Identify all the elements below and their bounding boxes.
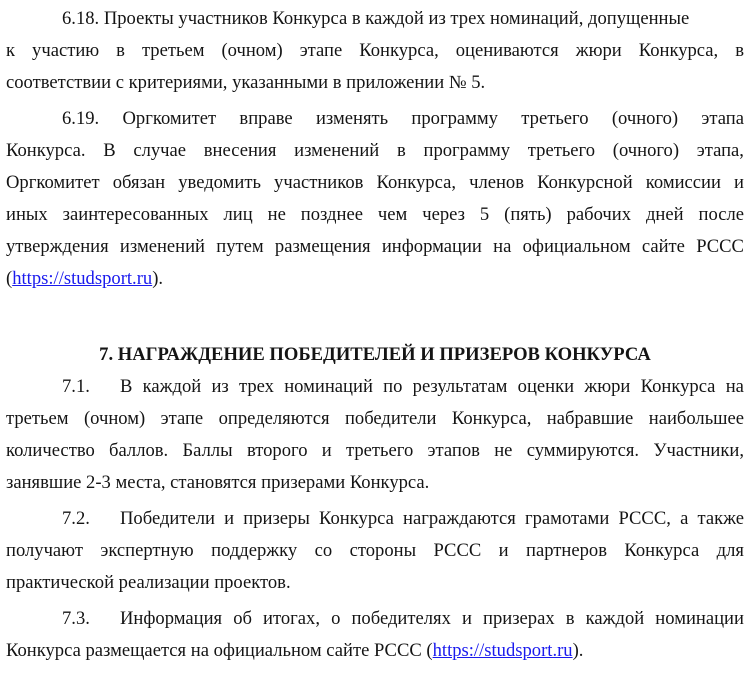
word: 5	[479, 204, 490, 225]
word: в	[565, 608, 575, 629]
word: не	[267, 204, 286, 225]
word: каждой	[142, 376, 202, 397]
word: баллов.	[109, 440, 169, 461]
word: также	[697, 508, 744, 529]
word: программу	[411, 108, 498, 129]
paragraph-6-19-line-2	[6, 135, 744, 167]
word: в	[735, 40, 744, 61]
word: иных	[6, 204, 48, 225]
word: оцениваются	[455, 40, 559, 61]
word: участников	[274, 172, 364, 193]
word: партнеров	[526, 540, 607, 561]
word: 6.19.	[62, 108, 100, 129]
word: к	[6, 40, 16, 61]
word: и	[498, 540, 509, 561]
word: РССС,	[618, 508, 671, 529]
word: путем	[216, 236, 264, 257]
word: и	[461, 608, 472, 629]
word: этапа,	[696, 140, 744, 161]
word: экспертную	[100, 540, 194, 561]
paragraph-6-19-line-5	[6, 231, 744, 263]
word: Оргкомитет	[122, 108, 217, 129]
word: дней	[645, 204, 684, 225]
word: этапа	[701, 108, 744, 129]
word: (очного)	[612, 140, 680, 161]
word: Участники,	[653, 440, 744, 461]
word: официальном	[522, 236, 631, 257]
word: в	[396, 140, 406, 161]
word: (очном)	[83, 408, 146, 429]
word: РССС	[433, 540, 482, 561]
word: (пять)	[504, 204, 552, 225]
word: жюри	[575, 40, 622, 61]
word: на	[493, 236, 512, 257]
word: через	[422, 204, 465, 225]
word: а	[680, 508, 689, 529]
word: победителях	[351, 608, 451, 629]
word: об	[233, 608, 252, 629]
word: в	[116, 40, 125, 61]
word: набравшие	[546, 408, 634, 429]
word: наибольшее	[648, 408, 744, 429]
word: о	[331, 608, 341, 629]
word: Конкурса	[640, 376, 716, 397]
word: трех	[239, 376, 274, 397]
word: третьем	[141, 40, 205, 61]
paragraph-7-1-line-1	[6, 371, 744, 403]
paragraph-6-18-line-1: 6.18. Проекты участников Конкурса в каждой из трех номинаций, допущенные	[62, 8, 690, 29]
word: позднее	[300, 204, 363, 225]
section-7-heading: 7. НАГРАЖДЕНИЕ ПОБЕДИТЕЛЕЙ И ПРИЗЕРОВ КОНКУРСА	[99, 344, 651, 365]
paragraph-7-3-text: Конкурса размещается на официальном сайте РССС (	[6, 640, 433, 661]
word: лиц	[223, 204, 253, 225]
word: вправе	[239, 108, 293, 129]
word: результатам	[412, 376, 508, 397]
link-suffix-2: ).	[572, 640, 584, 661]
paragraph-7-2-line-3: практической реализации проектов.	[6, 572, 291, 593]
word: членов	[469, 172, 525, 193]
word: В	[120, 376, 133, 397]
word: рабочих	[566, 204, 631, 225]
word: призерах	[483, 608, 555, 629]
word: оценки	[517, 376, 575, 397]
paragraph-7-3-line-2	[6, 635, 744, 667]
paragraph-7-2-first-text	[120, 503, 744, 535]
word: каждой	[585, 608, 645, 629]
word: В	[103, 140, 116, 161]
word: (очном)	[221, 40, 283, 61]
word: Информация	[120, 608, 223, 629]
word: информации	[381, 236, 482, 257]
word: участию	[32, 40, 100, 61]
paragraph-6-19-line-3	[6, 167, 744, 199]
word: изменений	[294, 140, 380, 161]
paragraph-6-18-line-3: соответствии с критериями, указанными в приложении № 5.	[6, 72, 486, 93]
studsport-link[interactable]: https://studsport.ru	[12, 268, 153, 289]
paragraph-7-2-number: 7.2.	[62, 508, 90, 529]
word: этапов	[427, 440, 480, 461]
word: РССС	[696, 236, 744, 257]
paragraph-7-1-line-3	[6, 435, 744, 467]
paragraph-7-1-line-4: занявшие 2-3 места, становятся призерами Конкурса.	[6, 472, 430, 493]
paragraph-6-19-line-6	[6, 263, 744, 295]
word: на	[725, 376, 744, 397]
word: третьего	[527, 140, 596, 161]
word: награждаются	[403, 508, 516, 529]
paragraph-6-18-line-2	[6, 35, 744, 67]
word: по	[383, 376, 403, 397]
paragraph-7-1-number: 7.1.	[62, 376, 90, 397]
word: и	[224, 508, 235, 529]
word: комиссии	[645, 172, 721, 193]
word: третьего	[521, 108, 589, 129]
word: этапе	[299, 40, 343, 61]
word: жюри	[584, 376, 631, 397]
word: и	[734, 172, 744, 193]
word: номинаций	[284, 376, 373, 397]
link-prefix: (	[6, 268, 13, 289]
word: определяются	[218, 408, 330, 429]
paragraph-7-1-first-text	[120, 371, 744, 403]
word: из	[211, 376, 229, 397]
word: уведомить	[178, 172, 261, 193]
word: Конкурса,	[638, 40, 719, 61]
word: для	[716, 540, 744, 561]
word: внесения	[203, 140, 277, 161]
word: второго	[246, 440, 308, 461]
studsport-link-2[interactable]: https://studsport.ru	[432, 640, 573, 661]
word: третьем	[6, 408, 69, 429]
word: итогах,	[263, 608, 320, 629]
word: номинации	[655, 608, 744, 629]
word: Конкурса.	[6, 140, 86, 161]
word: (очного)	[611, 108, 679, 129]
word: грамотами	[524, 508, 610, 529]
word: Конкурса	[319, 508, 394, 529]
word: Конкурса,	[376, 172, 456, 193]
word: поддержку	[211, 540, 298, 561]
word: со	[314, 540, 333, 561]
word: призеры	[243, 508, 310, 529]
word: не	[494, 440, 513, 461]
word: победители	[344, 408, 437, 429]
word: изменений	[119, 236, 206, 257]
word: заинтересованных	[62, 204, 209, 225]
word: утверждения	[6, 236, 109, 257]
word: размещения	[274, 236, 371, 257]
word: Победители	[120, 508, 215, 529]
paragraph-7-3-line-1	[6, 603, 744, 635]
word: этапе	[160, 408, 204, 429]
word: Конкурса,	[359, 40, 439, 61]
link-suffix: ).	[152, 268, 164, 289]
word: после	[698, 204, 744, 225]
paragraph-6-19-line-1	[6, 103, 744, 135]
word: стороны	[349, 540, 417, 561]
paragraph-7-2-line-2	[6, 535, 744, 567]
word: обязан	[112, 172, 166, 193]
word: Конкурса	[624, 540, 700, 561]
word: чем	[377, 204, 408, 225]
word: программу	[423, 140, 511, 161]
word: получают	[6, 540, 83, 561]
word: третьего	[346, 440, 414, 461]
word: Конкурсной	[537, 172, 633, 193]
paragraph-7-3-number: 7.3.	[62, 608, 90, 629]
paragraph-7-1-line-2	[6, 403, 744, 435]
paragraph-7-2-line-1	[6, 503, 744, 535]
paragraph-7-3-first-text	[120, 603, 744, 635]
word: Оргкомитет	[6, 172, 100, 193]
word: количество	[6, 440, 95, 461]
word: суммируются.	[526, 440, 640, 461]
word: Баллы	[182, 440, 233, 461]
word: случае	[133, 140, 187, 161]
word: и	[321, 440, 332, 461]
word: сайте	[641, 236, 685, 257]
word: изменять	[315, 108, 389, 129]
paragraph-6-19-line-4	[6, 199, 744, 231]
word: Конкурса,	[451, 408, 532, 429]
